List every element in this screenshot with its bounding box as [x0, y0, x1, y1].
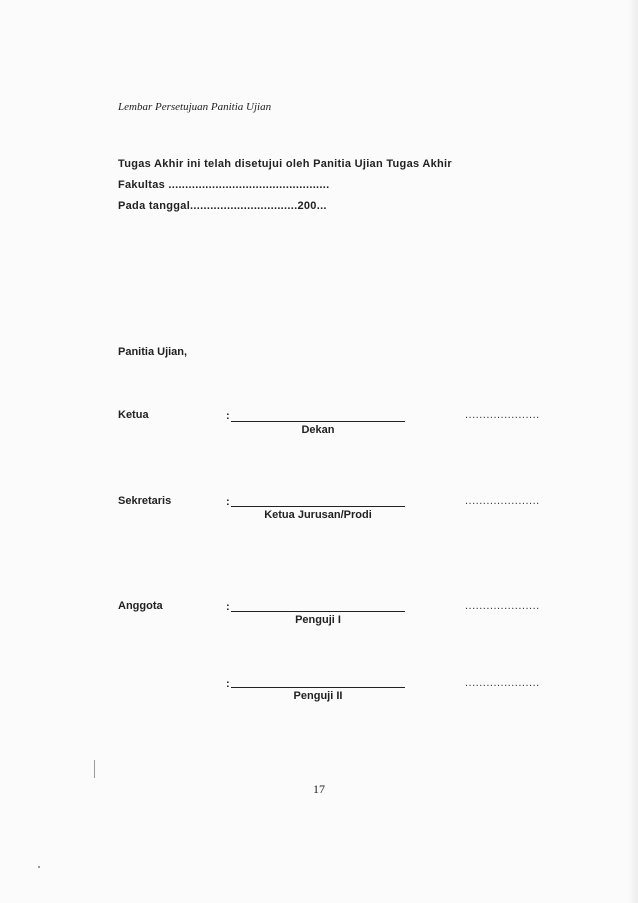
date-dots: ..................... — [465, 495, 540, 507]
colon: : — [226, 410, 230, 422]
page-edge-shadow — [628, 0, 638, 903]
signature-line — [231, 506, 405, 507]
page-number: 17 — [313, 782, 325, 796]
date-dots: ..................... — [465, 677, 540, 689]
panel-label: Panitia Ujian, — [118, 346, 188, 358]
signature-caption: Penguji II — [293, 690, 343, 702]
date-line: Pada tanggal................................200... — [118, 200, 327, 212]
date-dots: ..................... — [465, 600, 540, 612]
signature-line — [231, 611, 405, 612]
colon: : — [226, 496, 230, 508]
signature-caption: Penguji I — [295, 614, 341, 626]
role-label: Anggota — [118, 600, 163, 612]
document-title: Lembar Persetujuan Panitia Ujian — [118, 101, 272, 113]
signature-caption: Ketua Jurusan/Prodi — [264, 509, 372, 521]
signature-line — [231, 687, 405, 688]
scan-mark — [94, 760, 95, 778]
colon: : — [226, 678, 230, 690]
faculty-line: Fakultas ................................................ — [118, 179, 330, 191]
role-label: Sekretaris — [118, 495, 172, 507]
colon: : — [226, 601, 230, 613]
scan-mark — [38, 866, 40, 868]
approval-statement: Tugas Akhir ini telah disetujui oleh Panitia Ujian Tugas Akhir — [118, 158, 452, 170]
signature-line — [231, 421, 405, 422]
role-label: Ketua — [118, 409, 149, 421]
date-dots: ..................... — [465, 409, 540, 421]
signature-caption: Dekan — [301, 424, 335, 436]
